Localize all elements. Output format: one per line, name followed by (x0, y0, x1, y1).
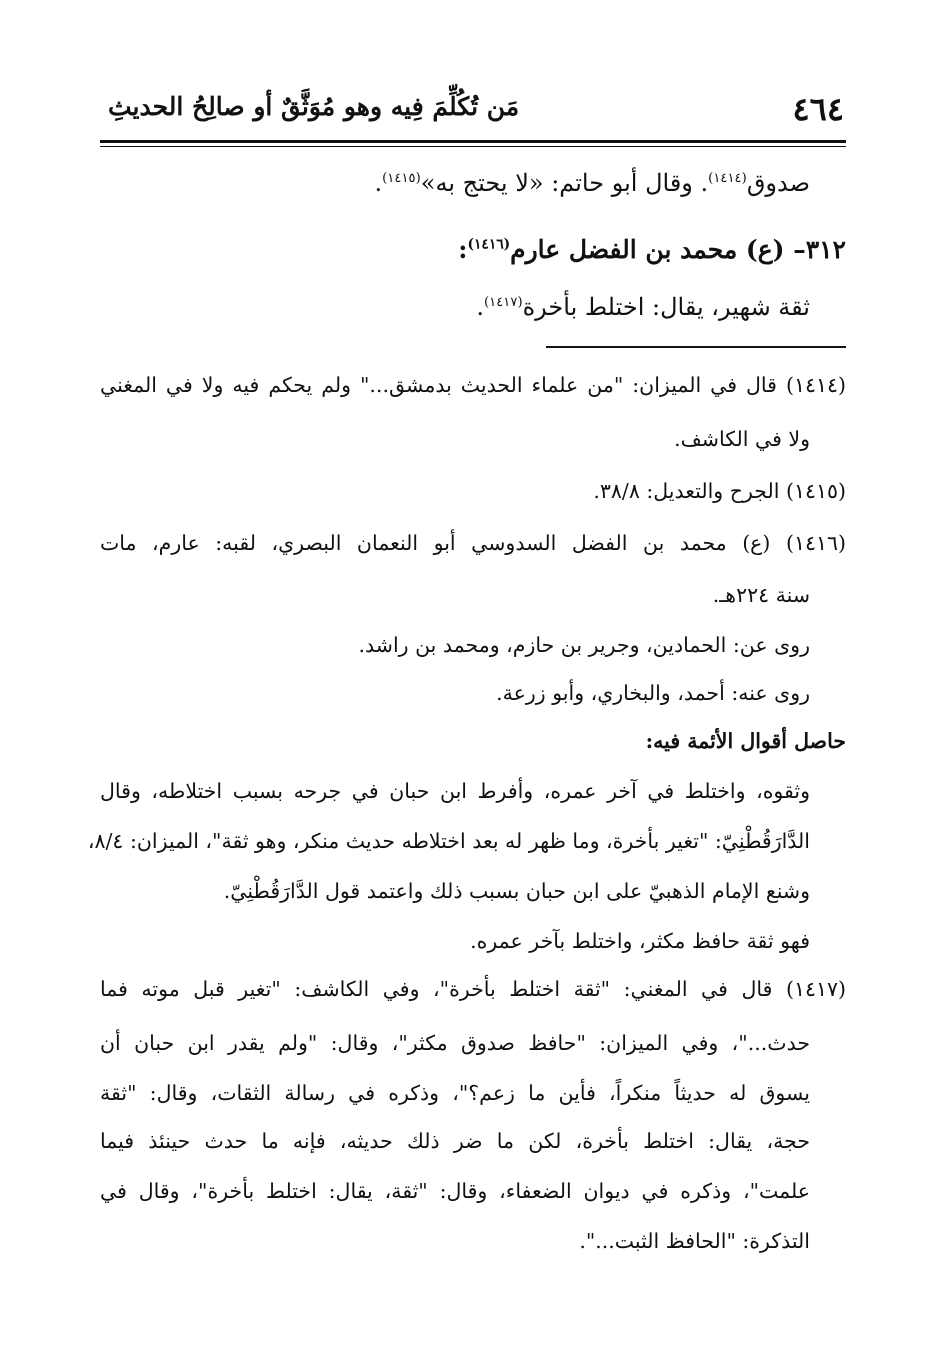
text-segment: صدوق (746, 169, 810, 197)
footnote-ref[interactable]: (١٤١٦) (467, 236, 511, 253)
body-line-1 (100, 170, 810, 196)
footnote-separator (546, 346, 846, 348)
footnote-1416-line-5: وثقوه، واختلط في آخر عمره، وأفرط ابن حبان في جرحه بسبب اختلاطه، وقال (100, 779, 810, 803)
header-rule-thin (100, 146, 846, 147)
text-segment: : (458, 235, 468, 264)
footnote-1416-line-2: سنة ٢٢٤هـ. (712, 583, 810, 607)
header-rule-thick (100, 140, 846, 143)
page-number: ٤٦٤ (792, 90, 844, 128)
footnote-1417-line-1: (١٤١٧) قال في المغني: "ثقة اختلط بأخرة"، وفي الكاشف: "تغير قبل موته فما (100, 977, 846, 1001)
book-page (87, 84, 846, 1284)
body-line-3 (100, 294, 810, 320)
footnote-1416-line-8: فهو ثقة حافظ مكثر، واختلط بآخر عمره. (470, 929, 810, 953)
footnote-1416-line-1: (١٤١٦) (ع) محمد بن الفضل السدوسي أبو النعمان البصري، لقبه: عارم، مات (100, 531, 846, 555)
footnote-1414-line-2: ولا في الكاشف. (674, 427, 810, 451)
running-title: مَن تُكُلِّمَ فِيه وهو مُوَثَّقٌ أو صالِحُ الحديثِ (108, 92, 520, 121)
footnote-ref[interactable]: (١٤١٤) (708, 171, 747, 186)
footnote-1417-line-2: حدث..."، وفي الميزان: "حافظ صدوق مكثر"، وقال: "ولم يقدر ابن حبان أن (100, 1031, 810, 1055)
footnote-1416-line-6: الدَّارَقُطْنِيّ: "تغير بأخرة، وما ظهر له بعد اختلاطه حديث منكر، وهو ثقة"، الميزان: ٨/٤، (87, 829, 810, 853)
footnote-1417-line-5: علمت"، وذكره في ديوان الضعفاء، وقال: "ثقة، يقال: اختلط بأخرة"، وقال في (100, 1179, 810, 1203)
footnote-1417-line-6: التذكرة: "الحافظ الثبت...". (579, 1229, 810, 1253)
text-segment: . (476, 293, 484, 321)
entry-title: ٣١٢– (ع) محمد بن الفضل عارم (510, 235, 846, 264)
footnote-1416-line-7: وشنع الإمام الذهبيّ على ابن حبان بسبب ذلك واعتمد قول الدَّارَقُطْنِيّ. (223, 879, 810, 903)
text-segment: ثقة شهير، يقال: اختلط بأخرة (522, 293, 810, 321)
text-segment: . (374, 169, 383, 197)
page-header (100, 84, 846, 142)
footnote-ref[interactable]: (١٤١٧) (483, 295, 523, 310)
footnote-1416-line-4: روى عنه: أحمد، والبخاري، وأبو زرعة. (496, 681, 810, 705)
footnote-1416-line-3: روى عن: الحمادين، وجرير بن حازم، ومحمد بن راشد. (358, 633, 810, 657)
footnote-1414-line-1: (١٤١٤) قال في الميزان: "من علماء الحديث بدمشق..." ولم يحكم فيه ولا في المغني (100, 373, 846, 397)
entry-heading (100, 236, 846, 264)
footnote-1415: (١٤١٥) الجرح والتعديل: ٣٨/٨. (593, 479, 846, 503)
text-segment: . وقال أبو حاتم: «لا يحتج به» (420, 169, 709, 197)
footnote-1417-line-4: حجة، يقال: اختلط بأخرة، لكن ما ضر ذلك حديثه، فإنه ما حدث حينئذ فيما (100, 1129, 810, 1153)
footnote-1417-line-3: يسوق له حديثاً منكراً، فأين ما زعم؟"، وذكره في رسالة الثقات، وقال: "ثقة (100, 1081, 810, 1105)
footnote-ref[interactable]: (١٤١٥) (382, 171, 421, 186)
footnote-1416-heading: حاصل أقوال الأئمة فيه: (645, 729, 846, 753)
